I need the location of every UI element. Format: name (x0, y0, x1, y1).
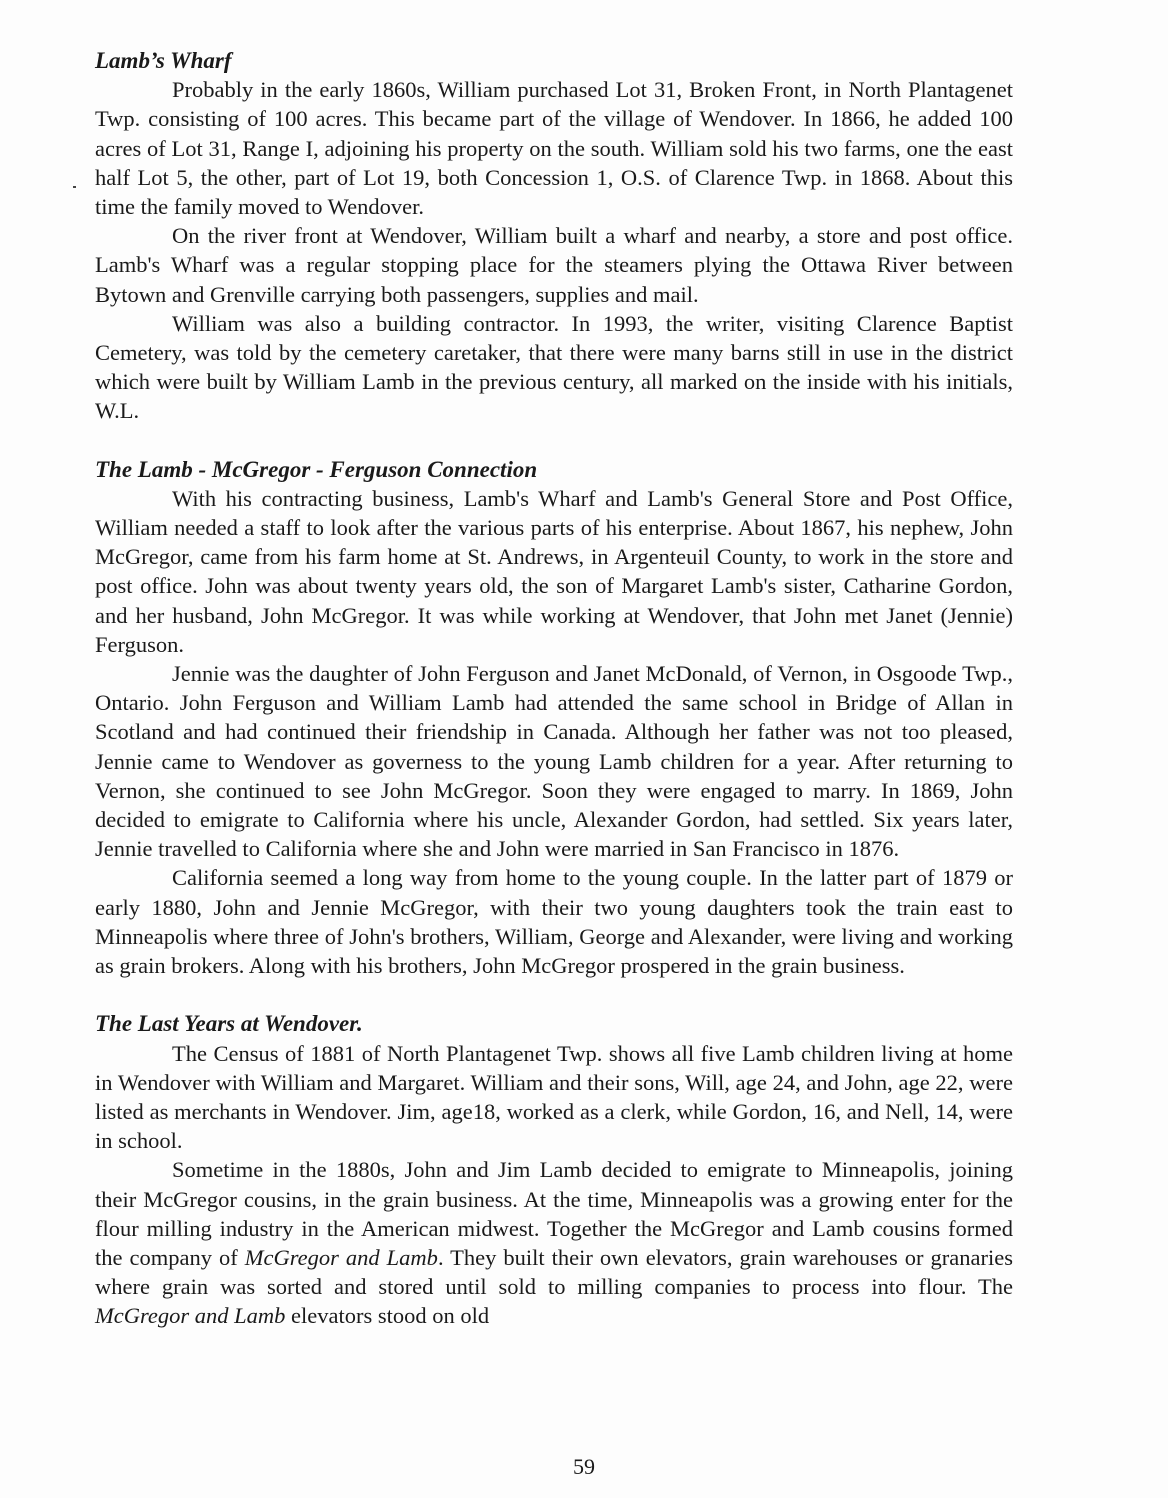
paragraph: William was also a building contractor. In 1993, the writer, visiting Clarence Baptist Cemetery, was told by the cemetery caretaker, that there were many barns still in use in the district which were built by William Lamb in the previous century, all marked on the inside with his initials, W.L. (95, 310, 1013, 424)
section-last-years-wendover (95, 1009, 1013, 1330)
paragraph-text: . They built their own elevators, grain warehouses or granaries where grain was sorted and stored until sold to milling companies to process into flour. The (95, 1244, 1013, 1300)
page-body (95, 46, 1013, 1331)
section-lambs-wharf (95, 46, 1013, 426)
section-lamb-mcgregor-ferguson (95, 455, 1013, 981)
section-heading: The Lamb - McGregor - Ferguson Connection (95, 456, 538, 482)
section-heading: Lamb’s Wharf (95, 48, 232, 73)
paragraph: With his contracting business, Lamb's Wharf and Lamb's General Store and Post Office, William needed a staff to look after the various parts of his enterprise. About 1867, his nephew, John McGregor, came from his farm home at St. Andrews, in Argenteuil County, to work in the store and post office. John was about twenty years old, the son of Margaret Lamb's sister, Catharine Gordon, and her husband, John McGregor. It was while working at Wendover, that John met Janet (Jennie) Ferguson. (95, 485, 1013, 657)
company-name-italic: McGregor and Lamb (244, 1244, 438, 1270)
paragraph: The Census of 1881 of North Plantagenet Twp. shows all five Lamb children living at home in Wendover with William and Margaret. William and their sons, Will, age 24, and John, age 22, were listed as merchants in Wendover. Jim, age18, worked as a clerk, while Gordon, 16, and Nell, 14, were in school. (95, 1040, 1013, 1154)
paragraph-text: Sometime in the 1880s, John and Jim Lamb decided to emigrate to Minneapolis, joining their McGregor cousins, in the grain business. At the time, Minneapolis was a growing enter for the flour milling industry in the American midwest. Together the McGregor and Lamb cousins formed the company of (95, 1157, 1013, 1270)
paragraph: On the river front at Wendover, William built a wharf and nearby, a store and post office. Lamb's Wharf was a regular stopping place for the steamers plying the Ottawa River between Bytown and Grenville carrying both passengers, supplies and mail. (95, 223, 1013, 307)
paragraph (95, 1155, 1013, 1330)
paragraph: California seemed a long way from home to the young couple. In the latter part of 1879 or early 1880, John and Jennie McGregor, with their two young daughters took the train east to Minneapolis where three of John's brothers, William, George and Alexander, were living and working as grain brokers. Along with his brothers, John McGregor prospered in the grain business. (95, 865, 1013, 979)
paragraph: Jennie was the daughter of John Ferguson and Janet McDonald, of Vernon, in Osgoode Twp., Ontario. John Ferguson and William Lamb had attended the same school in Bridge of Allan in Scotland and had continued their friendship in Canada. Although her father was not too pleased, Jennie came to Wendover as governess to the young Lamb children for a year. After returning to Vernon, she continued to see John McGregor. Soon they were engaged to marry. In 1869, John decided to emigrate to California where his uncle, Alexander Gordon, had settled. Six years later, Jennie travelled to California where she and John were married in San Francisco in 1876. (95, 661, 1013, 862)
paragraph-text: elevators stood on old (285, 1303, 490, 1329)
section-heading: The Last Years at Wendover. (95, 1011, 363, 1037)
page-number: 59 (573, 1454, 595, 1479)
paragraph: Probably in the early 1860s, William purchased Lot 31, Broken Front, in North Plantagenet Twp. consisting of 100 acres. This became part of the village of Wendover. In 1866, he added 100 acres of Lot 31, Range I, adjoining his property on the south. William sold his two farms, one the east half Lot 5, the other, part of Lot 19, both Concession 1, O.S. of Clarence Twp. in 1868. About this time the family moved to Wendover. (95, 77, 1013, 220)
company-name-italic: McGregor and Lamb (95, 1303, 286, 1329)
scan-speck (73, 186, 76, 188)
